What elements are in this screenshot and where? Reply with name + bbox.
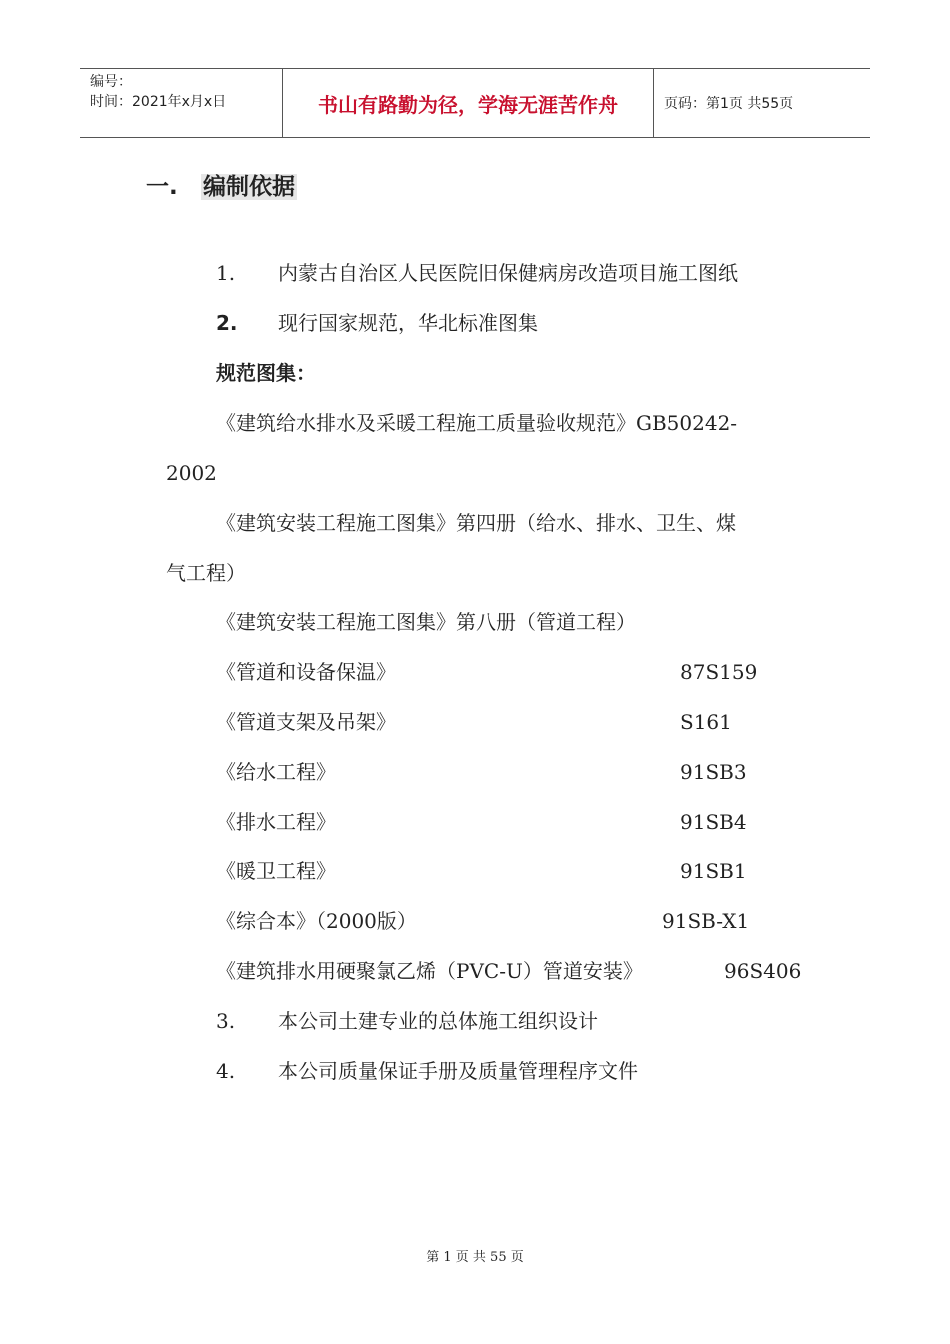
standard-1-line-2: 2002 — [166, 461, 217, 485]
standard-4-code: 87S159 — [680, 660, 758, 684]
header-page-info: 页码：第1页 共55页 — [664, 96, 794, 112]
standard-9-code: 91SB-X1 — [662, 909, 750, 933]
section-number: 一. — [146, 174, 178, 200]
item-1-text: 内蒙古自治区人民医院旧保健病房改造项目施工图纸 — [278, 261, 738, 285]
standard-5-name: 《管道支架及吊架》 — [216, 710, 396, 734]
standard-6-code: 91SB3 — [680, 760, 747, 784]
standard-2-line-1: 《建筑安装工程施工图集》第四册（给水、排水、卫生、煤 — [216, 511, 736, 535]
header-motto: 书山有路勤为径，学海无涯苦作舟 — [282, 69, 654, 137]
time-label: 时间：2021年x月x日 — [90, 94, 227, 110]
standard-6-name: 《给水工程》 — [216, 760, 336, 784]
section-title — [146, 168, 297, 201]
standard-1-line-1: 《建筑给水排水及采暖工程施工质量验收规范》GB50242- — [216, 411, 738, 435]
standard-9-name: 《综合本》（2000版） — [216, 909, 417, 933]
page-footer: 第 1 页 共 55 页 — [426, 1250, 524, 1265]
item-4-number: 4. — [216, 1059, 236, 1083]
standard-7-code: 91SB4 — [680, 810, 747, 834]
standard-4-name: 《管道和设备保温》 — [216, 660, 396, 684]
item-1-number: 1. — [216, 261, 236, 285]
standard-3: 《建筑安装工程施工图集》第八册（管道工程） — [216, 610, 636, 634]
standard-8-name: 《暖卫工程》 — [216, 859, 336, 883]
header-left-cell — [80, 69, 282, 137]
spec-heading: 规范图集： — [216, 361, 316, 385]
item-3-text: 本公司土建专业的总体施工组织设计 — [278, 1009, 598, 1033]
standard-10-name: 《建筑排水用硬聚氯乙烯（PVC-U）管道安装》 — [216, 959, 643, 983]
section-title-text: 编制依据 — [203, 174, 295, 200]
item-4-text: 本公司质量保证手册及质量管理程序文件 — [278, 1059, 638, 1083]
standard-8-code: 91SB1 — [680, 859, 747, 883]
item-2-number: 2. — [216, 311, 238, 335]
standard-7-name: 《排水工程》 — [216, 810, 336, 834]
item-3-number: 3. — [216, 1009, 236, 1033]
page-header — [80, 68, 870, 138]
standard-5-code: S161 — [680, 710, 732, 734]
standard-10-code: 96S406 — [724, 959, 802, 983]
number-label: 编号： — [90, 74, 132, 90]
standard-2-line-2: 气工程） — [166, 561, 246, 585]
item-2-text: 现行国家规范，华北标准图集 — [278, 311, 538, 335]
